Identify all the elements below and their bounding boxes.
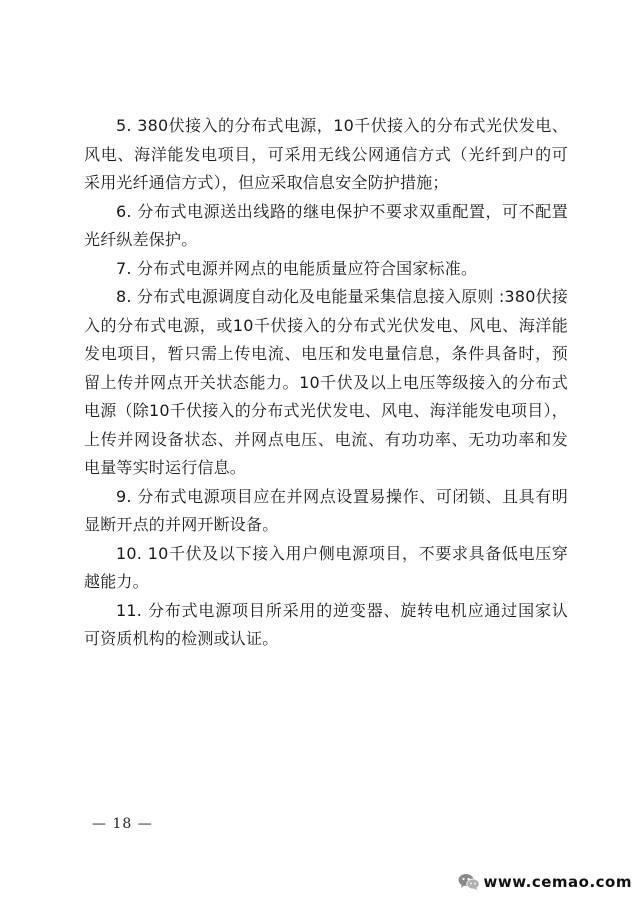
- watermark: [464, 833, 632, 899]
- paragraph-item-6: 6. 分布式电源送出线路的继电保护不要求双重配置，可不配置光纤纵差保护。: [84, 201, 568, 249]
- paragraph-item-9: 9. 分布式电源项目应在并网点设置易操作、可闭锁、且具有明显断开点的并网开断设备。: [84, 486, 568, 534]
- paragraph-item-8: 8. 分布式电源调度自动化及电能量采集信息接入原则 :380伏接入的分布式电源，或10千伏接入的分布式光伏发电、风电、海洋能发电项目，暂只需上传电流、电压和发电量信息，条件具备时，预留上传并网点开关状态能力。10千伏及以上电压等级接入的分布式电源（除10千伏接入的分布式光伏发电、风电、海洋能发电项目），上传并网设备状态、并网点电压、电流、有功功率、无功功率和发电量等实时运行信息。: [84, 287, 568, 477]
- paragraph-item-5: 5. 380伏接入的分布式电源，10千伏接入的分布式光伏发电、风电、海洋能发电项目，可采用无线公网通信方式（光纤到户的可采用光纤通信方式），但应采取信息安全防护措施；: [84, 116, 568, 192]
- document-body: [84, 112, 568, 654]
- paragraph-item-10: 10. 10千伏及以下接入用户侧电源项目，不要求具备低电压穿越能力。: [84, 543, 568, 591]
- watermark-footer: [458, 873, 632, 891]
- watermark-logo: 亚洲工业网: [472, 841, 632, 877]
- wechat-icon: [458, 873, 480, 891]
- watermark-url: www.cemao.com: [483, 873, 632, 891]
- page-number: — 18 —: [92, 816, 153, 832]
- paragraph-item-7: 7. 分布式电源并网点的电能质量应符合国家标准。: [116, 258, 478, 278]
- paragraph-item-11: 11. 分布式电源项目所采用的逆变器、旋转电机应通过国家认可资质机构的检测或认证。: [84, 600, 568, 648]
